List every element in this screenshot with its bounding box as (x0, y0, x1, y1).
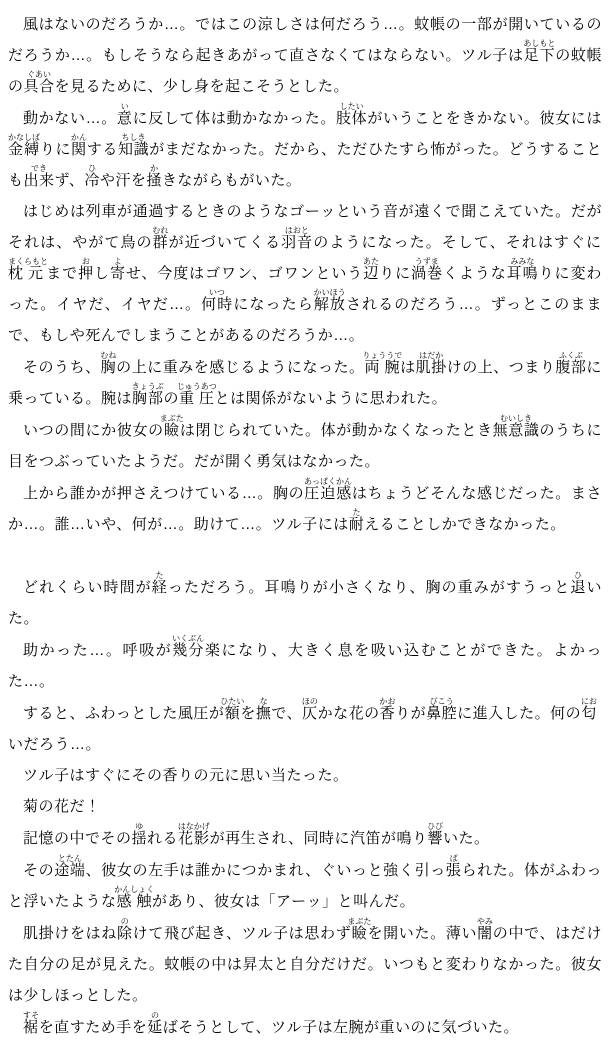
ruby-annotated-word: 途端とたん (54, 854, 86, 879)
furigana-annotation: すそ (23, 1011, 39, 1020)
ruby-annotated-word: 匂にお (580, 697, 597, 722)
ruby-annotated-word: 胸部きょうぶ (131, 382, 164, 407)
furigana-annotation: びこう (426, 697, 458, 706)
ruby-annotated-word: 辺あた (363, 257, 380, 282)
furigana-annotation: ひび (427, 822, 444, 831)
ruby-annotated-word: 圧迫感あっぱくかん (304, 477, 352, 502)
paragraph: 風はないのだろうか…。ではこの涼しさは何だろう…。蚊帳の一部が開いているのだろうか…。もしそうなら起きあがって直さなくてはならない。ツル子は足下あしもとの蚊帳の具合ぐあいを見るために、少し身を起こそうとした。 (8, 16, 602, 95)
ruby-annotated-word: 肢体したい (336, 102, 368, 127)
furigana-annotation: ちしき (117, 133, 150, 142)
ruby-annotated-word: 経た (151, 571, 168, 596)
ruby-annotated-word: 撫な (255, 697, 272, 722)
furigana-annotation: でき (23, 164, 55, 173)
furigana-annotation: むいしき (492, 414, 540, 423)
paragraph: すると、ふわっとした風圧が額ひたいを撫なで、仄ほのかな花の香かおりが鼻腔びこうに進入した。何の匂においだろう…。 (8, 697, 597, 753)
furigana-annotation: ゆ (131, 822, 148, 831)
ruby-annotated-word: 群むれ (152, 226, 169, 251)
furigana-annotation: あっぱくかん (304, 477, 352, 486)
paragraph: 裾すそを直すため手を延のばそうとして、ツル子は左腕が重いのに気づいた。 (23, 1011, 519, 1036)
furigana-annotation: かお (379, 697, 396, 706)
ruby-annotated-word: 両腕りょううで (362, 351, 403, 376)
furigana-annotation: かいほう (313, 288, 346, 297)
furigana-annotation: むね (100, 351, 117, 360)
ruby-annotated-word: 冷ひ (84, 164, 100, 189)
furigana-annotation: あしもと (523, 39, 556, 48)
ruby-annotated-word: 金縛かなしば (8, 133, 40, 158)
paragraph: その途端とたん、彼女の左手は誰かにつかまれ、ぐいっと強く引っ張ぱられた。体がふわっと浮いたような感触かんしょくがあり、彼女は「アーッ」と叫んだ。 (8, 854, 602, 910)
furigana-annotation: あた (363, 257, 380, 266)
ruby-annotated-word: 渦巻うずま (411, 257, 443, 282)
furigana-annotation: やみ (476, 917, 493, 926)
paragraph: 上から誰かが押さえつけている…。胸の圧迫感あっぱくかんはちょうどそんな感じだった。まさか…。誰…いや、何が…。助けて…。ツル子には耐たえることしかできなかった。 (8, 477, 602, 533)
furigana-annotation: お (78, 257, 94, 266)
ruby-annotated-word: 無意識むいしき (492, 414, 540, 439)
furigana-annotation: ぐあい (23, 70, 55, 79)
ruby-annotated-word: 仄ほの (301, 697, 318, 722)
ruby-annotated-word: 花影はなかげ (177, 822, 210, 847)
ruby-annotated-word: 耐た (348, 508, 365, 533)
blank-line (8, 540, 602, 571)
paragraph: 記憶の中でその揺ゆれる花影はなかげが再生され、同時に汽笛が鳴り響ひびいた。 (23, 822, 490, 847)
ruby-annotated-word: 解放かいほう (313, 288, 346, 313)
paragraph: どれくらい時間が経たっただろう。耳鳴りが小さくなり、胸の重みがすうっと退ひいた。 (8, 571, 602, 627)
ruby-annotated-word: 香かお (379, 697, 396, 722)
ruby-annotated-word: 額ひたい (220, 697, 245, 722)
furigana-annotation: まくらもと (8, 257, 48, 266)
furigana-annotation: したい (336, 102, 368, 111)
ruby-annotated-word: 具合ぐあい (23, 70, 55, 95)
furigana-annotation: の (147, 1011, 163, 1020)
furigana-annotation: い (116, 102, 133, 111)
furigana-annotation: かん (70, 133, 87, 142)
ruby-annotated-word: 寄よ (109, 257, 126, 282)
furigana-annotation: か (146, 164, 162, 173)
furigana-annotation: りょううで (362, 351, 403, 360)
furigana-annotation: ふくぶ (555, 351, 587, 360)
ruby-annotated-word: 押お (78, 257, 94, 282)
furigana-annotation: た (348, 508, 365, 517)
ruby-annotated-word: 耳鳴みみな (506, 257, 539, 282)
ruby-annotated-word: 出来でき (23, 164, 55, 189)
furigana-annotation: はだか (415, 351, 447, 360)
furigana-annotation: の (116, 917, 133, 926)
paragraph: そのうち、胸むねの上に重みを感じるようになった。両腕りょううでは肌掛はだかけの上、つまり腹部ふくぶに乗っている。腕は胸部きょうぶの重圧じゅうあつとは関係がないように思われた。 (8, 351, 602, 407)
furigana-annotation: ひたい (220, 697, 245, 706)
document-body (8, 9, 602, 1043)
furigana-annotation: うずま (411, 257, 443, 266)
furigana-annotation: にお (580, 697, 597, 706)
ruby-annotated-word: 除の (116, 917, 133, 942)
ruby-annotated-word: 意い (116, 102, 133, 127)
ruby-annotated-word: 胸むね (100, 351, 117, 376)
furigana-annotation: きょうぶ (131, 382, 164, 391)
ruby-annotated-word: 重圧じゅうあつ (176, 382, 217, 407)
paragraph: いつの間にか彼女の瞼まぶたは閉じられていた。体が動かなくなったとき無意識むいしきのうちに目をつぶっていたようだ。だが開く勇気はなかった。 (8, 414, 602, 470)
paragraph: はじめは列車が通過するときのようなゴーッという音が遠くで聞こえていた。だがそれは、やがて鳥の群むれが近づいてくる羽音はおとのようになった。そして、それはすぐに枕元まくらもとまで押おし寄よせ、今度はゴワン、ゴワンという辺あたりに渦巻うずまくような耳鳴みみなりに変わった。イヤだ、イヤだ…。何時いつになったら解放かいほうされるのだろう…。ずっとこのままで、もしや死んでしまうことがあるのだろうか…。 (8, 203, 602, 344)
furigana-annotation: じゅうあつ (176, 382, 217, 391)
ruby-annotated-word: 肌掛はだか (415, 351, 447, 376)
paragraph: 助かった…。呼吸が幾分いくぶん楽になり、大きく息を吸い込むことができた。よかった…。 (8, 634, 602, 690)
furigana-annotation: な (255, 697, 272, 706)
ruby-annotated-word: 張ぱ (445, 854, 462, 879)
ruby-annotated-word: 足下あしもと (523, 39, 556, 64)
paragraph: 動かない…。意いに反して体は動かなかった。肢体したいがいうことをきかない。彼女には金縛かなしばりに関かんする知識ちしきがまだなかった。だから、ただひたすら怖がった。どうすることも出来できず、冷ひや汗を掻かきながらもがいた。 (8, 102, 602, 189)
furigana-annotation: ほの (301, 697, 318, 706)
ruby-annotated-word: 瞼まぶた (347, 917, 372, 942)
ruby-annotated-word: 響ひび (427, 822, 444, 847)
furigana-annotation: はなかげ (177, 822, 210, 831)
ruby-annotated-word: 羽音はおと (281, 226, 314, 251)
paragraph: ツル子はすぐにその香りの元に思い当たった。 (23, 767, 349, 784)
ruby-annotated-word: 延の (147, 1011, 163, 1036)
ruby-annotated-word: 腹部ふくぶ (555, 351, 587, 376)
furigana-annotation: まぶた (347, 917, 372, 926)
furigana-annotation: ひ (84, 164, 100, 173)
ruby-annotated-word: 揺ゆ (131, 822, 148, 847)
paragraph: 菊の花だ！ (23, 798, 101, 815)
furigana-annotation: かなしば (8, 133, 40, 142)
ruby-annotated-word: 枕元まくらもと (8, 257, 48, 282)
furigana-annotation: はおと (281, 226, 313, 235)
furigana-annotation: いくぶん (172, 634, 205, 643)
ruby-annotated-word: 何時いつ (201, 288, 234, 313)
furigana-annotation: ひ (570, 571, 586, 580)
ruby-annotated-word: 瞼まぶた (159, 414, 184, 439)
furigana-annotation: かんしょく (114, 885, 155, 894)
paragraph: 肌掛けをはね除のけて飛び起き、ツル子は思わず瞼まぶたを開いた。薄い闇やみの中で、はだけた自分の足が見えた。蚊帳の中は昇太と自分だけだ。いつもと変わりなかった。彼女は少しほっとした。 (8, 917, 602, 1004)
furigana-annotation: よ (109, 257, 126, 266)
furigana-annotation: みみな (506, 257, 539, 266)
ruby-annotated-word: 掻か (146, 164, 162, 189)
ruby-annotated-word: 闇やみ (476, 917, 493, 942)
furigana-annotation: いつ (201, 288, 233, 297)
furigana-annotation: まぶた (159, 414, 184, 423)
ruby-annotated-word: 幾分いくぶん (172, 634, 205, 659)
ruby-annotated-word: 感触かんしょく (114, 885, 155, 910)
ruby-annotated-word: 関かん (70, 133, 87, 158)
ruby-annotated-word: 退ひ (570, 571, 587, 596)
furigana-annotation: とたん (54, 854, 86, 863)
ruby-annotated-word: 鼻腔びこう (426, 697, 458, 722)
furigana-annotation: ぱ (445, 854, 462, 863)
furigana-annotation: た (151, 571, 168, 580)
furigana-annotation: むれ (152, 226, 169, 235)
ruby-annotated-word: 知識ちしき (117, 133, 150, 158)
ruby-annotated-word: 裾すそ (23, 1011, 39, 1036)
